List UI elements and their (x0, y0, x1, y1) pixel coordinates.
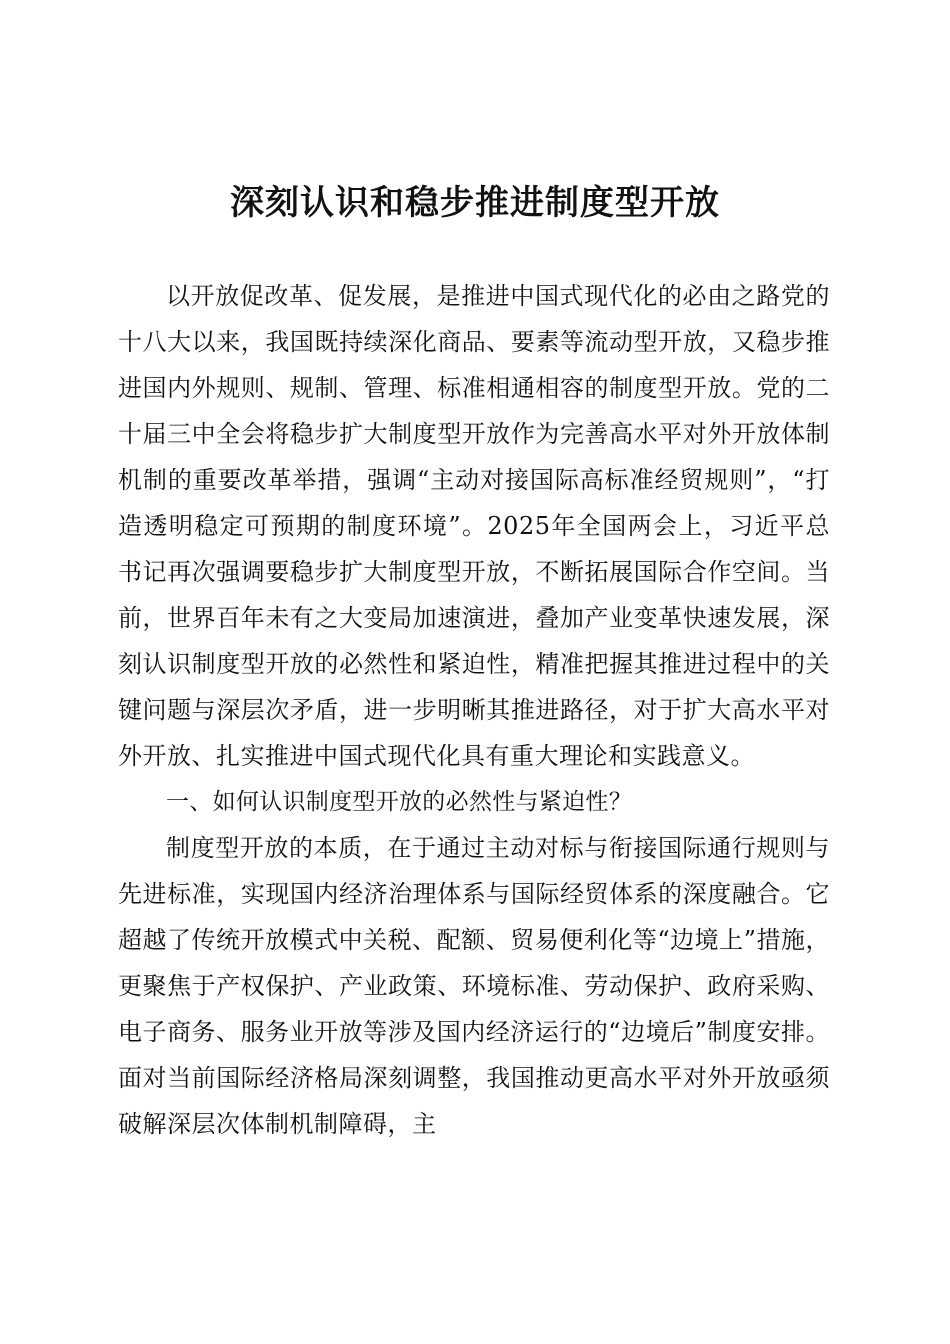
document-body (118, 273, 830, 1147)
section-paragraph: 制度型开放的本质，在于通过主动对标与衔接国际通行规则与先进标准，实现国内经济治理体系与国际经贸体系的深度融合。它超越了传统开放模式中关税、配额、贸易便利化等“边境上”措施，更聚焦于产权保护、产业政策、环境标准、劳动保护、政府采购、电子商务、服务业开放等涉及国内经济运行的“边境后”制度安排。面对当前国际经济格局深刻调整，我国推动更高水平对外开放亟须破解深层次体制机制障碍，主 (118, 834, 830, 1138)
document-title: 深刻认识和稳步推进制度型开放 (230, 183, 720, 223)
intro-paragraph: 以开放促改革、促发展，是推进中国式现代化的必由之路党的十八大以来，我国既持续深化商品、要素等流动型开放，又稳步推进国内外规则、规制、管理、标准相通相容的制度型开放。党的二十届三中全会将稳步扩大制度型开放作为完善高水平对外开放体制机制的重要改革举措，强调“主动对接国际高标准经贸规则”，“打造透明稳定可预期的制度环境”。2025年全国两会上，习近平总书记再次强调要稳步扩大制度型开放，不断拓展国际合作空间。当前，世界百年未有之大变局加速演进，叠加产业变革快速发展，深刻认识制度型开放的必然性和紧迫性，精准把握其推进过程中的关键问题与深层次矛盾，进一步明晰其推进路径，对于扩大高水平对外开放、扎实推进中国式现代化具有重大理论和实践意义。 (118, 282, 830, 770)
section-heading: 一、如何认识制度型开放的必然性与紧迫性？ (166, 789, 632, 815)
